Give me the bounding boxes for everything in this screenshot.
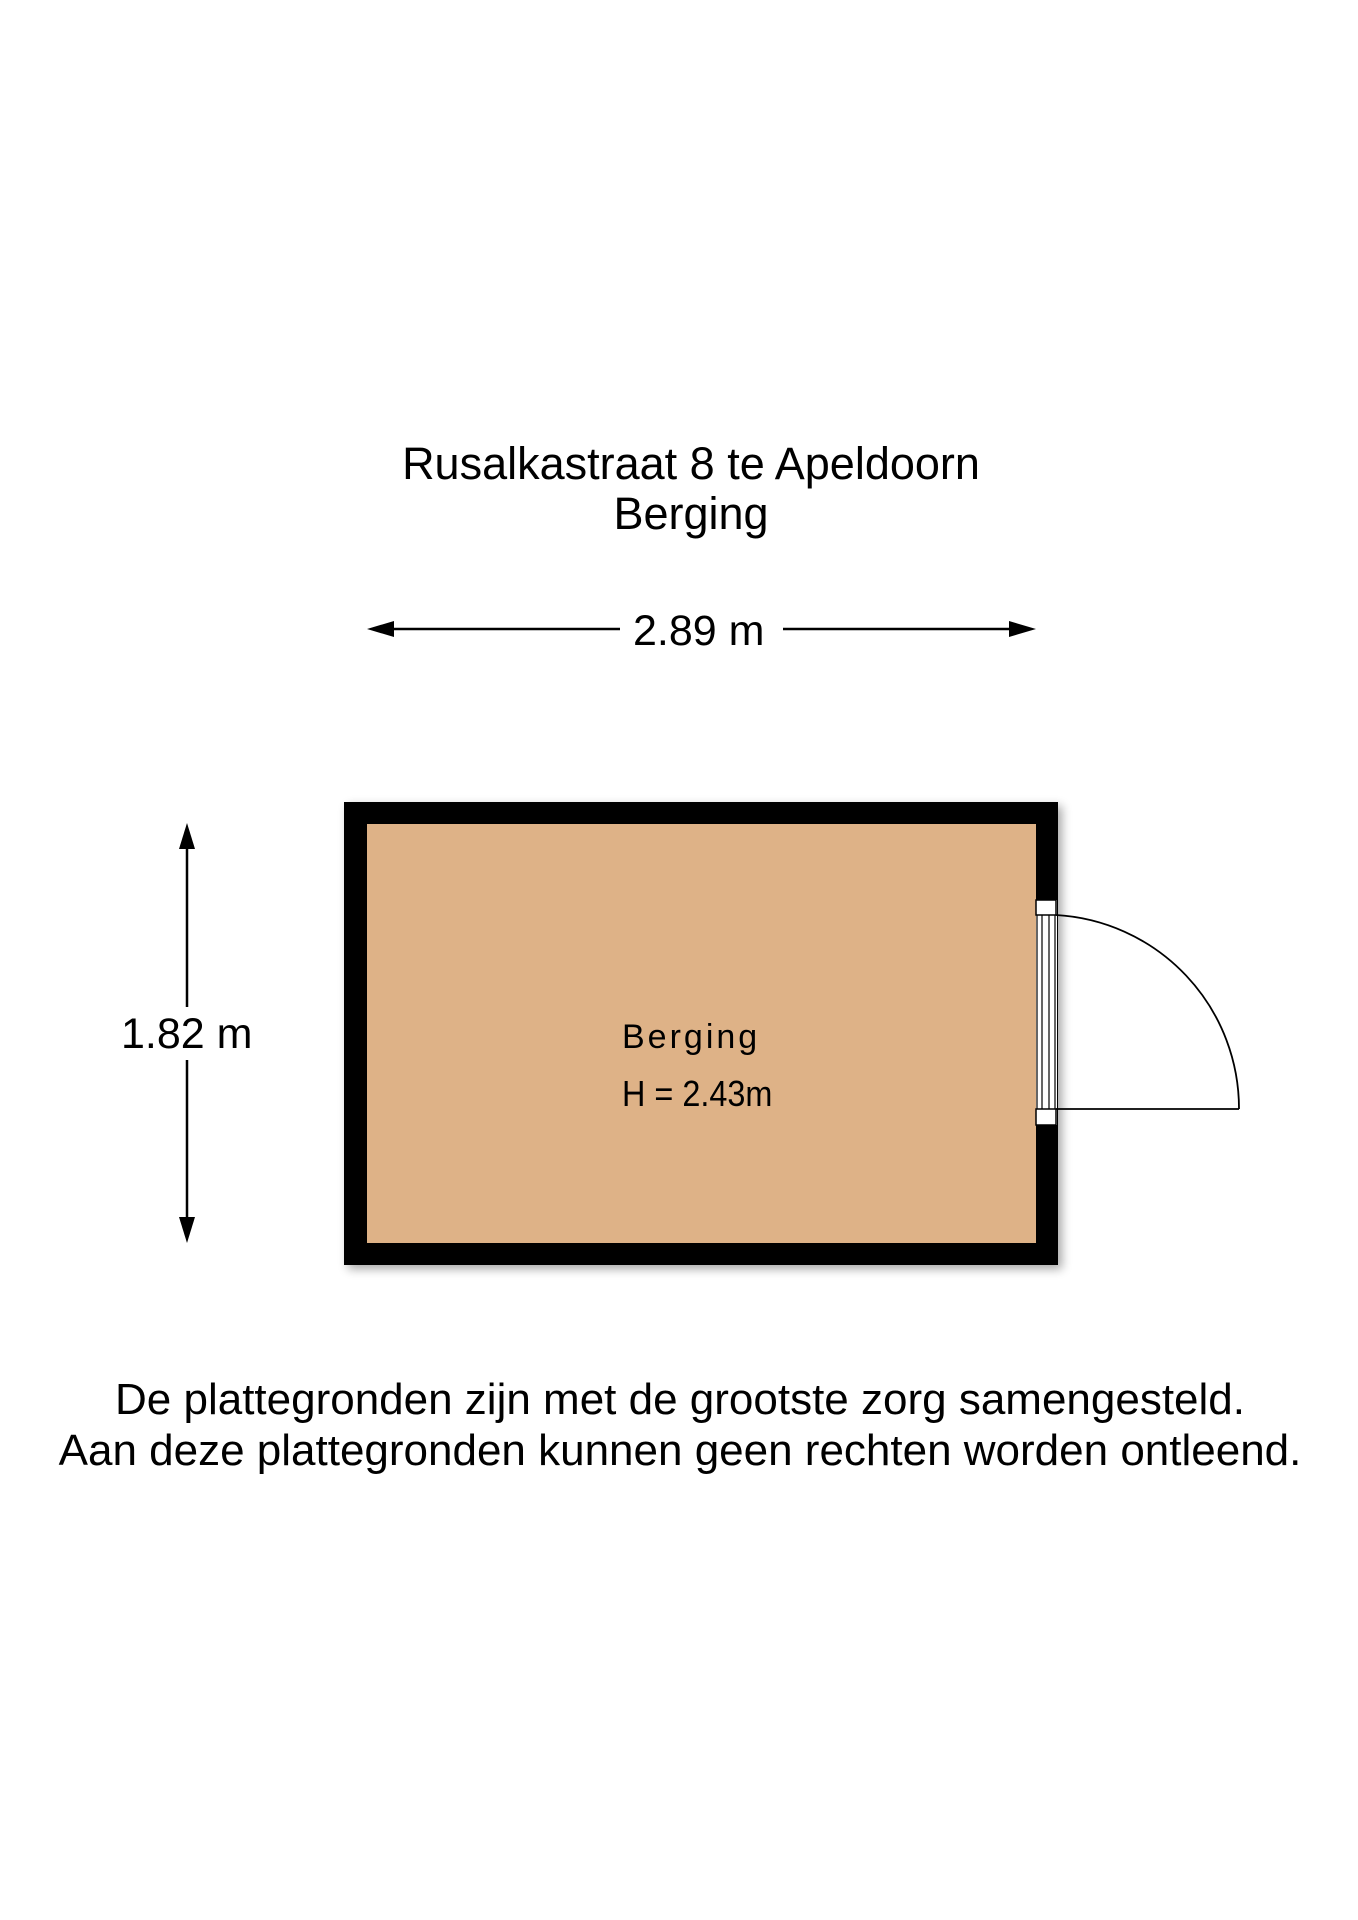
arrowhead-left-icon bbox=[367, 621, 394, 637]
disclaimer-line-2: Aan deze plattegronden kunnen geen rechten worden ontleend. bbox=[58, 1426, 1302, 1475]
disclaimer-line-1: De plattegronden zijn met de grootste zorg samengesteld. bbox=[115, 1375, 1245, 1424]
arrowhead-up-icon bbox=[179, 823, 195, 849]
door bbox=[1036, 900, 1239, 1125]
door-jamb-top bbox=[1036, 900, 1056, 915]
door-swing-arc bbox=[1056, 915, 1239, 1109]
door-jamb-bottom bbox=[1036, 1109, 1056, 1125]
floor-title: Berging bbox=[613, 488, 769, 539]
room-label-berging: Berging bbox=[622, 1018, 761, 1056]
address-title: Rusalkastraat 8 te Apeldoorn bbox=[402, 438, 980, 489]
arrowhead-down-icon bbox=[179, 1217, 195, 1243]
room-height-label: H = 2.43m bbox=[622, 1073, 773, 1114]
arrowhead-right-icon bbox=[1009, 621, 1036, 637]
depth-dimension-label: 1.82 m bbox=[121, 1010, 253, 1058]
width-dimension-label: 2.89 m bbox=[630, 610, 767, 653]
